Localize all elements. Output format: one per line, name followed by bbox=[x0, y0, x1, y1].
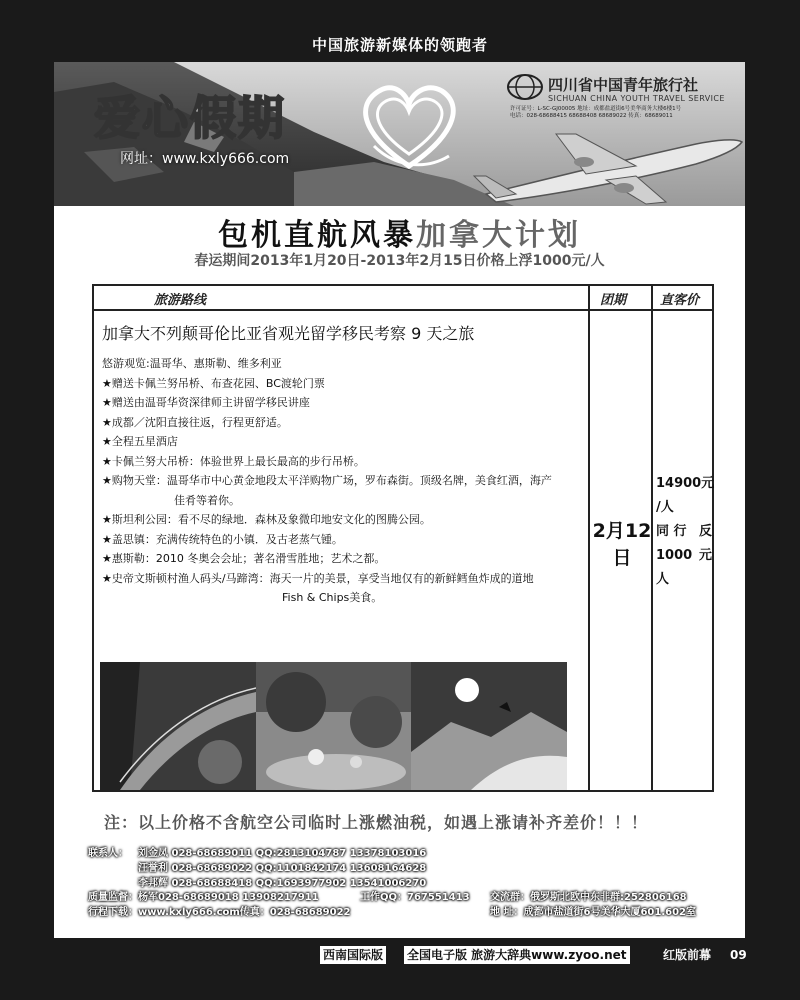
headline-part2: 加拿大计划 bbox=[416, 218, 581, 253]
suspension-bridge-photo bbox=[100, 662, 256, 790]
price-line bbox=[656, 520, 712, 544]
contact-line: 汪誉利 028-68689022 QQ:1101842174 13608164628 bbox=[138, 863, 427, 874]
quality-supervision: 质量监督：杨军028-68689018 13908217911 bbox=[88, 892, 319, 903]
list-item: 悠游观览:温哥华、惠斯勒、维多利亚 bbox=[102, 357, 282, 370]
top-slogan: 中国旅游新媒体的领跑者 bbox=[311, 36, 488, 54]
price-line bbox=[656, 544, 712, 568]
banner bbox=[54, 62, 745, 206]
itinerary-table bbox=[92, 284, 714, 792]
price-surcharge-note: 春运期间2013年1月20日-2013年2月15日价格上浮1000元/人 bbox=[194, 253, 605, 269]
price-text: 人 bbox=[656, 572, 670, 587]
list-item: ★赠送由温哥华资深律师主讲留学移民讲座 bbox=[102, 396, 310, 409]
section-label: 红版前幕 bbox=[663, 948, 712, 962]
national-edition-link[interactable]: 全国电子版 旅游大辞典www.zyoo.net bbox=[404, 946, 630, 964]
route-title: 加拿大不列颠哥伦比亚省观光留学移民考察 9 天之旅 bbox=[102, 324, 475, 343]
list-item: ★成都／沈阳直接往返，行程更舒适。 bbox=[102, 415, 288, 429]
list-item: Fish & Chips美食。 bbox=[282, 591, 383, 604]
header-group-date: 团期 bbox=[600, 293, 627, 308]
airplane-image bbox=[466, 124, 745, 206]
agency-info bbox=[510, 106, 681, 120]
group-date: 2月12日 bbox=[592, 520, 652, 569]
price-line bbox=[656, 568, 712, 592]
heart-icon bbox=[354, 76, 464, 176]
list-item: ★卡佩兰努大吊桥：体验世界上最长最高的步行吊桥。 bbox=[102, 454, 365, 468]
price-text: /人 bbox=[656, 500, 674, 515]
headline-part1: 包机直航风暴 bbox=[218, 218, 416, 253]
price-text: 同 行 bbox=[656, 524, 687, 539]
exchange-group: 交流群：俄罗斯北欧中东非群:252806168 bbox=[490, 892, 687, 903]
header-price: 直客价 bbox=[660, 293, 700, 308]
itinerary-download: 行程下载：www.kxly666.com传真：028-68689022 bbox=[88, 907, 351, 918]
list-item: ★盖思镇：充满传统特色的小镇．及古老蒸气锺。 bbox=[102, 532, 343, 546]
price-text: 反 bbox=[698, 524, 712, 539]
list-item: ★赠送卡佩兰努吊桥、布查花园、BC渡轮门票 bbox=[102, 376, 325, 390]
website-url: 网址：www.kxly666.com bbox=[120, 151, 290, 167]
work-qq: 工作QQ：767551413 bbox=[360, 892, 470, 903]
list-item: 佳肴等着你。 bbox=[174, 493, 240, 507]
list-item: ★惠斯勒：2010 冬奥会会址；著名滑雪胜地；艺术之都。 bbox=[102, 552, 386, 565]
page-number: 09 bbox=[730, 948, 747, 962]
list-item: ★斯坦利公园：看不尽的绿地．森林及象微印地安文化的图腾公园。 bbox=[102, 513, 431, 526]
price-text: 元 bbox=[701, 476, 715, 491]
price-line bbox=[656, 496, 712, 520]
agency-name: 四川省中国青年旅行社 bbox=[548, 76, 699, 94]
garden-photo bbox=[256, 662, 411, 790]
table-header bbox=[94, 286, 712, 311]
agency-info-line: 许可证号：L-SC-GJ00005 地址：成都盐道街6号美华商务大楼6楼1号 bbox=[510, 106, 682, 112]
price-text: 元 bbox=[698, 548, 712, 563]
edition-label: 西南国际版 bbox=[320, 946, 386, 964]
brand-title: 爱心假期 bbox=[94, 91, 286, 145]
list-item: ★全程五星酒店 bbox=[102, 435, 178, 448]
contact-line: 刘金凤 028-68689011 QQ:2813104787 13378103016 bbox=[138, 848, 427, 859]
price-line bbox=[656, 472, 715, 496]
list-item: ★购物天堂：温哥华市中心黄金地段太平洋购物广场，罗布森街。顶级名牌，美食红酒，海产 bbox=[102, 474, 552, 487]
agency-info-line: 电话：028-68688415 68688408 68689022 传真：68689011 bbox=[510, 113, 673, 119]
headline bbox=[54, 210, 745, 254]
bottom-bar bbox=[320, 946, 750, 966]
fuel-surcharge-note: 注：以上价格不含航空公司临时上涨燃油税，如遇上涨请补齐差价！！！ bbox=[104, 813, 649, 832]
header-route: 旅游路线 bbox=[154, 293, 207, 308]
price-text: 1000 bbox=[656, 548, 693, 563]
itinerary-list bbox=[102, 354, 590, 608]
contact-line: 李邦辉 028-68688418 QQ:1693977902 13541006270 bbox=[138, 878, 427, 889]
price-text: 14900 bbox=[656, 476, 702, 491]
agency-name-english: SICHUAN CHINA YOUTH TRAVEL SERVICE bbox=[548, 94, 725, 103]
page bbox=[54, 62, 745, 938]
list-item: ★史帝文斯顿村渔人码头/马蹄湾：海天一片的美景，享受当地仅有的新鲜鳕鱼炸成的道地 bbox=[102, 571, 534, 585]
contact-label: 联系人： bbox=[88, 848, 128, 859]
price-cell bbox=[656, 472, 715, 592]
address: 地 址：成都市盐道街6号美华大厦601.602室 bbox=[490, 907, 696, 918]
agency-logo-icon bbox=[506, 72, 544, 102]
skiing-photo bbox=[411, 662, 567, 790]
